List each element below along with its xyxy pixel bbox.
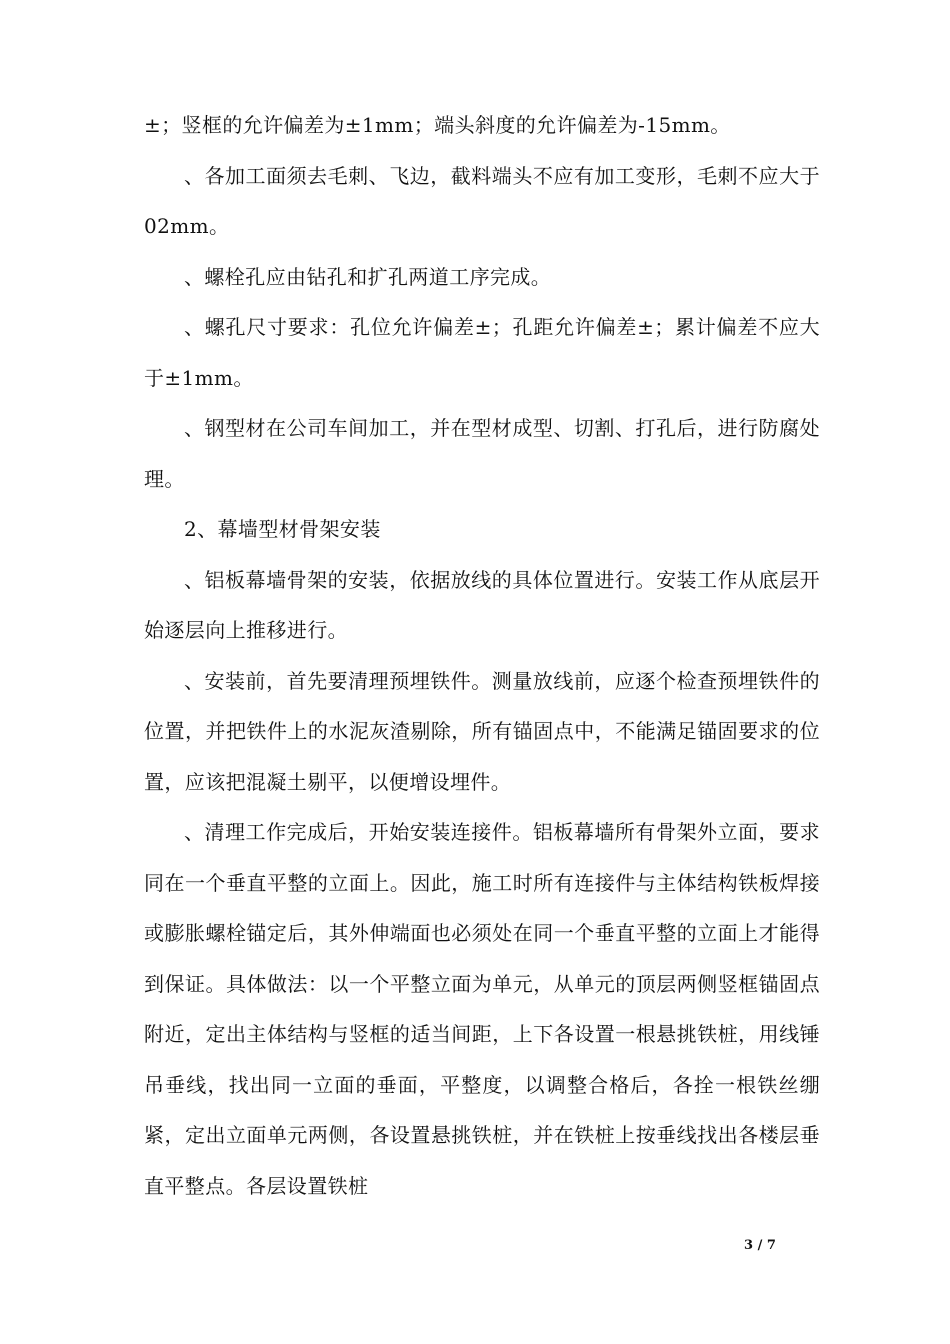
section-heading: 2、幕墙型材骨架安装: [184, 517, 381, 541]
paragraph-2: 、各加工面须去毛刺、飞边，截料端头不应有加工变形，毛刺不应大于02mm。: [144, 163, 820, 238]
paragraph-5: 、钢型材在公司车间加工，并在型材成型、切割、打孔后，进行防腐处理。: [144, 416, 820, 491]
paragraph-4: 、螺孔尺寸要求：孔位允许偏差±；孔距允许偏差±；累计偏差不应大于±1mm。: [144, 315, 820, 390]
paragraph-3: 、螺栓孔应由钻孔和扩孔两道工序完成。: [184, 264, 552, 289]
paragraph-8: 、清理工作完成后，开始安装连接件。铝板幕墙所有骨架外立面，要求同在一个垂直平整的立面上。因此，施工时所有连接件与主体结构铁板焊接或膨胀螺栓锚定后，其外伸端面也必须处在同一个垂直平整的立面上才能得到保证。具体做法：以一个平整立面为单元，从单元的顶层两侧竖框锚固点附近，定出主体结构与竖框的适当间距，上下各设置一根悬挑铁桩，用线锤吊垂线，找出同一立面的垂面，平整度，以调整合格后，各拴一根铁丝绷紧，定出立面单元两侧，各设置悬挑铁桩，并在铁桩上按垂线找出各楼层垂直平整点。各层设置铁桩: [144, 820, 820, 1198]
paragraph-7: 、安装前，首先要清理预埋铁件。测量放线前，应逐个检查预埋铁件的位置，并把铁件上的水泥灰渣剔除，所有锚固点中，不能满足锚固要求的位置，应该把混凝土剔平，以便增设埋件。: [144, 668, 820, 794]
page-number: 3 / 7: [744, 1238, 776, 1253]
paragraph-1: ±；竖框的允许偏差为±1mm；端头斜度的允许偏差为-15mm。: [144, 113, 731, 137]
paragraph-6: 、铝板幕墙骨架的安装，依据放线的具体位置进行。安装工作从底层开始逐层向上推移进行。: [144, 567, 820, 642]
document-body: [144, 100, 820, 1211]
